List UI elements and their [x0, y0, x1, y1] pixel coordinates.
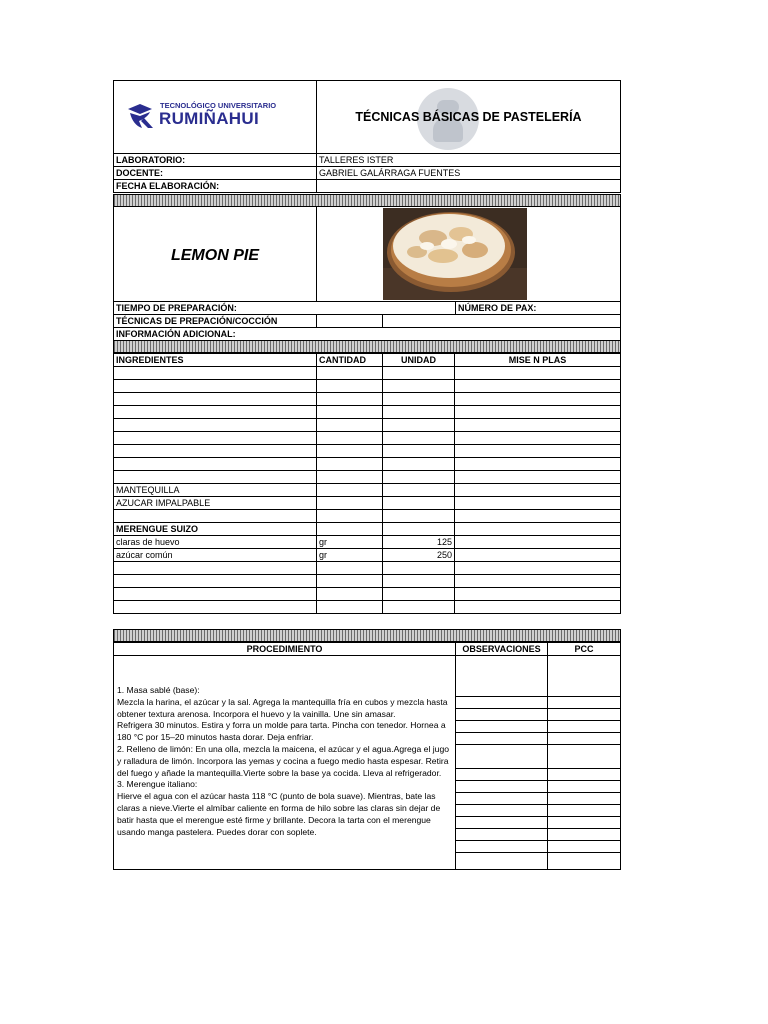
observation-row-line	[455, 744, 621, 745]
quantity-cell	[316, 379, 383, 393]
quantity-cell	[316, 431, 383, 445]
document-title: TÉCNICAS BÁSICAS DE PASTELERÍA	[355, 110, 582, 124]
mise-cell	[454, 548, 621, 562]
unit-cell	[382, 587, 455, 601]
observaciones-cell	[455, 655, 548, 870]
ister-logo-icon	[126, 101, 156, 131]
unit-cell	[382, 600, 455, 614]
tecnicas-value-2	[382, 314, 621, 328]
quantity-cell	[316, 457, 383, 471]
col-header-observaciones: OBSERVACIONES	[455, 642, 548, 656]
ingredient-name-cell	[113, 574, 317, 588]
quantity-cell	[316, 587, 383, 601]
ingredient-name-cell	[113, 600, 317, 614]
ingredient-name-cell	[113, 509, 317, 523]
unit-cell	[382, 574, 455, 588]
lab-value: TALLERES ISTER	[316, 153, 621, 167]
mise-cell	[454, 431, 621, 445]
mise-cell	[454, 418, 621, 432]
title-cell	[316, 80, 621, 154]
col-header-ingredientes: INGREDIENTES	[113, 353, 317, 367]
observation-row-line	[455, 852, 621, 853]
ingredient-name-cell: MANTEQUILLA	[113, 483, 317, 497]
quantity-cell	[316, 522, 383, 536]
unit-cell	[382, 405, 455, 419]
quantity-cell	[316, 444, 383, 458]
lab-label: LABORATORIO:	[113, 153, 317, 167]
docente-label: DOCENTE:	[113, 166, 317, 180]
ingredient-name-cell: claras de huevo	[113, 535, 317, 549]
observation-row-line	[455, 708, 621, 709]
ingredient-name-cell	[113, 561, 317, 575]
ingredient-name-cell	[113, 431, 317, 445]
observation-row-line	[455, 768, 621, 769]
observation-row-line	[455, 780, 621, 781]
quantity-cell: gr	[316, 535, 383, 549]
unit-cell	[382, 431, 455, 445]
ingredient-name-cell: AZUCAR IMPALPABLE	[113, 496, 317, 510]
quantity-cell	[316, 496, 383, 510]
mise-cell	[454, 522, 621, 536]
unit-cell	[382, 496, 455, 510]
quantity-cell	[316, 366, 383, 380]
ingredient-name-cell	[113, 366, 317, 380]
logo-top-text: TECNOLÓGICO UNIVERSITARIO	[160, 101, 277, 110]
mise-cell	[454, 587, 621, 601]
mise-cell	[454, 600, 621, 614]
col-header-cantidad: CANTIDAD	[316, 353, 383, 367]
ingredients-table	[113, 353, 621, 631]
mise-cell	[454, 509, 621, 523]
ingredient-name-cell	[113, 418, 317, 432]
unit-cell	[382, 470, 455, 484]
quantity-cell	[316, 405, 383, 419]
unit-cell	[382, 509, 455, 523]
separator-bar-3	[113, 629, 621, 642]
separator-bar-2	[113, 340, 621, 353]
unit-cell: 250	[382, 548, 455, 562]
observation-row-line	[455, 696, 621, 697]
lemon-pie-photo	[383, 208, 527, 300]
mise-cell	[454, 470, 621, 484]
col-header-pcc: PCC	[547, 642, 621, 656]
mise-cell	[454, 535, 621, 549]
mise-cell	[454, 366, 621, 380]
photo-cell	[316, 206, 621, 302]
ingredient-name-cell	[113, 379, 317, 393]
observation-row-line	[455, 720, 621, 721]
logo-name-text: RUMIÑAHUI	[159, 109, 259, 128]
unit-cell	[382, 522, 455, 536]
ingredient-name-cell	[113, 470, 317, 484]
tecnicas-label: TÉCNICAS DE PREPACIÓN/COCCIÓN	[113, 314, 317, 328]
quantity-cell	[316, 574, 383, 588]
pax-label: NÚMERO DE PAX:	[455, 301, 621, 315]
fecha-label: FECHA ELABORACIÓN:	[113, 179, 317, 193]
quantity-cell	[316, 509, 383, 523]
unit-cell	[382, 379, 455, 393]
mise-cell	[454, 444, 621, 458]
mise-cell	[454, 483, 621, 497]
unit-cell	[382, 483, 455, 497]
tecnicas-value-1	[316, 314, 383, 328]
observation-row-line	[455, 840, 621, 841]
quantity-cell	[316, 470, 383, 484]
unit-cell	[382, 457, 455, 471]
recipe-name: LEMON PIE	[170, 247, 259, 264]
observation-row-line	[455, 732, 621, 733]
mise-cell	[454, 405, 621, 419]
logo-cell	[113, 80, 317, 154]
recipe-sheet	[113, 80, 621, 870]
tiempo-label: TIEMPO DE PREPARACIÓN:	[113, 301, 456, 315]
info-label: INFORMACIÓN ADICIONAL:	[113, 327, 621, 341]
ingredient-name-cell	[113, 457, 317, 471]
procedure-cell	[113, 655, 456, 870]
mise-cell	[454, 379, 621, 393]
unit-cell	[382, 366, 455, 380]
quantity-cell	[316, 418, 383, 432]
mise-cell	[454, 392, 621, 406]
ingredient-name-cell	[113, 392, 317, 406]
unit-cell	[382, 392, 455, 406]
unit-cell	[382, 444, 455, 458]
observation-row-line	[455, 792, 621, 793]
ingredient-name-cell	[113, 587, 317, 601]
quantity-cell	[316, 600, 383, 614]
mise-cell	[454, 574, 621, 588]
observation-row-line	[455, 828, 621, 829]
mise-cell	[454, 457, 621, 471]
mise-cell	[454, 561, 621, 575]
col-header-unidad: UNIDAD	[382, 353, 455, 367]
unit-cell	[382, 418, 455, 432]
pcc-cell	[547, 655, 621, 870]
quantity-cell	[316, 561, 383, 575]
ingredient-name-cell: MERENGUE SUIZO	[113, 522, 317, 536]
ingredient-name-cell	[113, 444, 317, 458]
quantity-cell: gr	[316, 548, 383, 562]
col-header-mise: MISE N PLAS	[454, 353, 621, 367]
col-header-procedimiento: PROCEDIMIENTO	[113, 642, 456, 656]
recipe-name-cell	[113, 206, 317, 302]
quantity-cell	[316, 483, 383, 497]
procedure-text: 1. Masa sablé (base): Mezcla la harina, el azúcar y la sal. Agrega la mantequilla fría en cubos y mezcla hasta obtener textura arenosa. Incorpora el huevo y la vainilla. Une sin amasar. Refrigera 30 minutos. Estira y forra un molde para tarta. Pincha con tenedor. Hornea a 180 °C por 15–20 minutos hasta dorar. Deja enfriar. 2. Relleno de limón: En una olla, mezcla la maicena, el azúcar y el agua.Agrega el jugo y ralladura de limón. Incorpora las yemas y cocina a fuego medio hasta espesar. Retira del fuego y añade la mantequilla.Vierte sobre la base ya cocida. Lleva al refrigerador. 3. Merengue italiano: Hierve el agua con el azúcar hasta 118 °C (punto de bola suave). Mientras, bate las claras a nieve.Vierte el almíbar caliente en forma de hilo sobre las claras sin dejar de batir hasta que el merengue esté firme y brillante. Decora la tarta con el merengue usando manga pastelera. Puedes dorar con soplete.	[117, 685, 450, 837]
docente-value: GABRIEL GALÁRRAGA FUENTES	[316, 166, 621, 180]
unit-cell: 125	[382, 535, 455, 549]
fecha-value	[316, 179, 621, 193]
ingredient-name-cell	[113, 405, 317, 419]
observation-row-line	[455, 804, 621, 805]
mise-cell	[454, 496, 621, 510]
observation-row-line	[455, 816, 621, 817]
quantity-cell	[316, 392, 383, 406]
unit-cell	[382, 561, 455, 575]
ingredient-name-cell: azúcar común	[113, 548, 317, 562]
